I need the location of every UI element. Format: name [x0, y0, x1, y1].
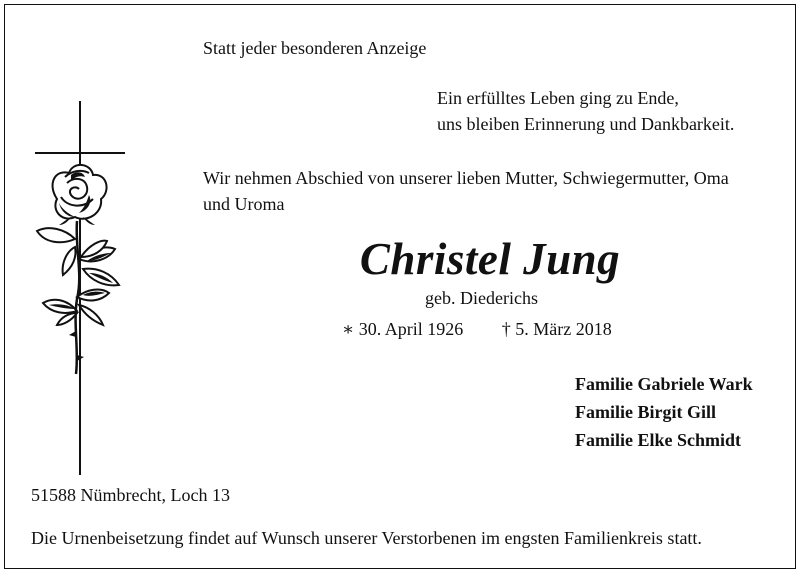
- funeral-note: Die Urnenbeisetzung findet auf Wunsch unserer Verstorbenen im engsten Familienkreis statt.: [31, 528, 702, 548]
- death-date: 5. März 2018: [515, 319, 612, 339]
- mourning-families: [575, 371, 753, 455]
- life-dates: [342, 316, 612, 342]
- quote-line: uns bleiben Erinnerung und Dankbarkeit.: [437, 114, 735, 134]
- family-name: Familie Gabriele Wark: [575, 374, 753, 394]
- quote-line: Ein erfülltes Leben ging zu Ende,: [437, 88, 679, 108]
- address: 51588 Nümbrecht, Loch 13: [31, 485, 230, 505]
- birth-date: 30. April 1926: [358, 319, 464, 339]
- birth-name: geb. Diederichs: [425, 288, 538, 308]
- cross-with-rose-icon: [27, 99, 137, 484]
- deceased-name: Christel Jung: [359, 234, 621, 284]
- family-name: Familie Birgit Gill: [575, 402, 716, 422]
- family-name: Familie Elke Schmidt: [575, 430, 741, 450]
- farewell-text: [203, 165, 729, 217]
- memorial-quote: [437, 85, 734, 137]
- farewell-line: Wir nehmen Abschied von unserer lieben Mutter, Schwiegermutter, Oma: [203, 168, 729, 188]
- obituary-notice: [4, 4, 796, 569]
- birth-symbol: ∗: [342, 319, 355, 339]
- death-symbol: †: [501, 319, 511, 339]
- farewell-line: und Uroma: [203, 194, 285, 214]
- headline: Statt jeder besonderen Anzeige: [203, 38, 427, 58]
